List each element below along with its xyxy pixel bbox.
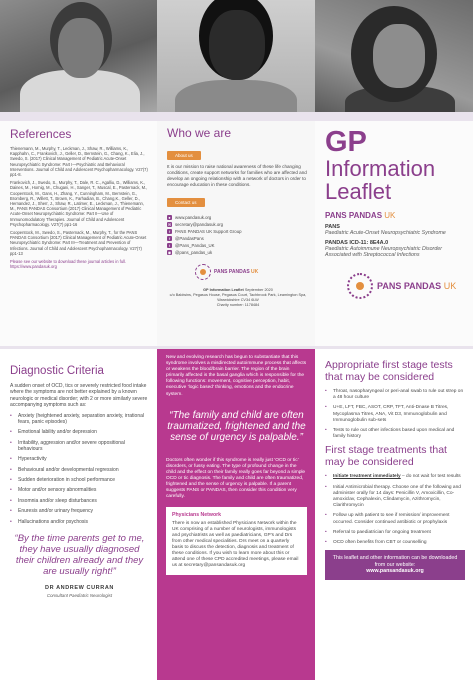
facebook-icon: f xyxy=(168,229,171,234)
criteria-panel xyxy=(0,349,157,680)
list-item: • Motor and/or sensory abnormalities xyxy=(10,487,149,493)
address-title: GP Information Leaflet xyxy=(203,288,244,292)
facebook-icon: f xyxy=(168,236,171,241)
about-text: It is our mission to raise national awareness of these life changing conditions, create support networks for families who are affected and develop an ongoing relationship with a network of doctors in order to encourage education in these conditions. xyxy=(167,164,307,187)
contact-list xyxy=(167,214,309,256)
def-term: PANDAS ICD-11: 8E4A.0 xyxy=(325,239,389,246)
list-item xyxy=(325,474,465,480)
logo-subtext: UK xyxy=(443,280,457,291)
reference-item: Thienemann, M., Murphy, T., Leckman, J., Shaw, R., Williams, K., Kapphahn, C., Frankovich, J., Geller, D., Bernstein, G., Chang, K., Elia, J., Swedo, S. (2017) Clinical Management of Pediatric Acute-Onset Neuropsychiatric Syndrome: Part I—Psychiatric and Behavioral Interventions. Journal of Child and Adolescent Psychopharmacology. V27(7) pp1-8. xyxy=(10,146,148,178)
contact-instagram[interactable] xyxy=(167,249,309,256)
curran-quote: “By the time parents get to me, they have usually diagnosed their children already and they are usually right!” xyxy=(14,532,145,577)
list-item: • U+E, LFT, FBC, ASOT, CRP, TFT, Anti-Dnase B Titres, Mycoplasma Titres, ANA, Vit D3, Immunoglobulin and Immunoglobulin sub-sets xyxy=(325,405,465,424)
contact-text: @PandasPans xyxy=(175,236,204,241)
twitter-icon: t xyxy=(168,243,171,248)
band-divider xyxy=(0,112,473,121)
about-title: Who we are xyxy=(167,126,232,140)
contact-twitter[interactable] xyxy=(167,242,309,249)
contact-text: secretary@pandasuk.org xyxy=(175,222,224,227)
treatments-title: First stage treatments that may be considered xyxy=(325,444,447,469)
website-link[interactable]: www.pansandasuk.org xyxy=(366,568,424,575)
logo-mark-icon xyxy=(347,273,373,299)
research-panel xyxy=(157,349,315,680)
def-text: Paediatric Acute-Onset Neuropsychiatric Syndrome xyxy=(325,230,446,236)
tests-list xyxy=(325,389,465,440)
list-item: • Irritability, aggression and/or severe oppositional behaviours xyxy=(10,440,149,452)
mail-icon: ✉ xyxy=(167,222,172,227)
list-item: • Follow up with patient to see if remission/ improvement occurred. Consider continued antibiotic or prophylaxis xyxy=(325,513,465,525)
photo-girl xyxy=(157,0,315,112)
instagram-icon: ◉ xyxy=(167,250,172,255)
logo-subtext: UK xyxy=(251,269,259,275)
list-item: • Emotional lability and/or depression xyxy=(10,429,149,435)
criteria-list xyxy=(10,413,149,525)
title-gp: GP xyxy=(325,126,367,158)
list-item: • Tests to rule out other infections based upon medical and family history xyxy=(325,428,465,440)
list-item: • Sudden deterioration in school performance xyxy=(10,477,149,483)
urgent-rest: – do not wait for test results xyxy=(400,474,461,480)
address-lines: c/o Baldwins, Pegasus House, Pegasus Court, Tachbrook Park, Leamington Spa, Warwickshire CV34 6LW xyxy=(169,293,307,302)
download-info-box xyxy=(325,550,465,580)
photo-boy xyxy=(0,0,157,112)
references-panel xyxy=(0,121,157,346)
def-text: Paediatric Autoimmune Neuropsychiatric Disorder Associated with Streptococcal Infections xyxy=(325,245,442,259)
list-item: • Initial Antimicrobial therapy. Choose one of the following and administer orally for 14 days: Penicillin V, Amoxicillin, Co-amoxiclav, Cephalexin, Clindamycin, Azithromycin, Clarithromycin xyxy=(325,485,465,510)
tests-title: Appropriate first stage tests that may be considered xyxy=(325,359,453,383)
charity-number: Charity number: 1178484 xyxy=(216,303,260,307)
doctors-paragraph: Doctors often wonder if this syndrome is really just ‘OCD or tic’ disorders, or fussy eating. The type of profound change in the child and the effect on their family really goes far beyond a simple OCD or tic diagnosis. The family and child are often traumatized, frightened and the sense of urgency is palpable. If a parent suggests PANS or PANDAS, then consider this condition very carefully. xyxy=(166,457,306,500)
brand-sub: UK xyxy=(384,211,396,220)
def-term: PANS xyxy=(325,224,340,230)
brand-main: PANS PANDAS xyxy=(325,211,383,220)
research-paragraph: New and evolving research has begun to substantiate that this syndrome involves a misdirected autoimmune process that affects or weakens the blood/brain barrier. The region of the brain primarily affected is the basal ganglia which is responsible for the following functions: movement, cognitive perception, habit, executive ‘logic based’ thinking, emotions and the endocrine system. xyxy=(166,355,307,397)
contact-tag: Contact us xyxy=(167,198,205,207)
quote-role: Consultant Paediatric Neurologist xyxy=(46,592,113,598)
network-title: Physicians Network xyxy=(172,511,222,518)
tests-panel xyxy=(315,349,473,680)
list-item: • Insomnia and/or sleep disturbances xyxy=(10,498,149,504)
logo-small xyxy=(195,264,309,280)
definitions xyxy=(325,224,465,259)
reference-item: Cooperstock, M., Swedo, S., Pasternack, M., Murphy, T., for the PANS PANDAS Consortium (2017) Clinical Management of Pediatric Acute-Onset Neuropsychiatric Syndrome: Part III—Treatment and Prevention of Infections. Journal of Child and Adolescent Psychopharmacology. V27(7) pp1-13 xyxy=(10,230,147,256)
info-text: This leaflet and other information can be downloaded from our website: xyxy=(332,555,458,568)
logo-text: PANS PANDAS xyxy=(214,269,250,275)
urgent-text: Initiate treatment immediately xyxy=(333,474,401,480)
contact-text: @Pans_Pandas_UK xyxy=(175,243,215,248)
leaflet-title xyxy=(325,127,465,203)
list-item: • Hallucinations and/or psychosis xyxy=(10,519,149,525)
photo-teen xyxy=(315,0,473,112)
logo-mark-icon xyxy=(195,264,211,280)
cover-panel xyxy=(315,121,473,346)
list-item: • Referral to paediatrician for ongoing treatment xyxy=(325,530,465,536)
title-line2: Leaflet xyxy=(325,179,392,204)
globe-icon: ● xyxy=(168,215,171,220)
logo-text: PANS PANDAS xyxy=(377,280,442,291)
references-note-link[interactable]: Please see our website to download these journal articles in full. https://www.pandasuk.org xyxy=(10,259,127,270)
contact-facebook[interactable] xyxy=(167,235,309,242)
list-item: • Throat, nasopharyngeal or peri-anal swab to rule out strep on a 48 hour culture xyxy=(325,389,465,401)
contact-email[interactable] xyxy=(167,221,309,228)
brand-name xyxy=(325,211,465,220)
contact-text: www.pandasuk.org xyxy=(175,215,212,220)
about-panel xyxy=(157,121,315,346)
address-block xyxy=(167,288,309,308)
contact-facebook-group[interactable] xyxy=(167,228,309,235)
treatments-list xyxy=(325,474,465,546)
criteria-title: Diagnostic Criteria xyxy=(10,365,104,377)
title-line1: Information xyxy=(325,156,436,181)
list-item: • Hyperactivity xyxy=(10,456,149,462)
reference-item: Frankovich, J., Swedo, S., Murphy, T., Dale, R. C., Agalliu, D., Williams, K., Daines, M., Hornig, M., Chugani, H., Sanger, T., Muscal, E., Pasternack, M., Cooperstock, M., Gans, H., Zhang, Y., Cunningham, M., Bernstein, G., Bromberg, R., Willett, T., Brown, K., Farhadian, B., Chang,K., Geller, D., Hernandez, J., Sherr, J., Shaw, R., Latimer, E., Leckman, J., Thienemann, M., PANS PANDAS Consortium (2017) Clinical Management of Pediatric Acute-Onset Neuropsychiatric Syndrome: Part II—Use of Immunomodulatory Therapies. Journal of Child and Adolescent Psychopharmacology. V27(7) pp1-16 xyxy=(10,180,148,227)
contact-text: @pans_pandas_uk xyxy=(175,250,213,255)
list-item: • Behavioural and/or developmental regression xyxy=(10,467,149,473)
about-tag: About us xyxy=(167,151,201,160)
criteria-intro: A sudden onset of OCD, tics or severely restricted food intake where the symptoms are not better explained by a known neurologic or medical disorder; with 2 or more similarly severe accompanying symptoms such as: xyxy=(10,383,148,409)
references-title: References xyxy=(10,127,72,141)
network-text: There is now an established Physicians Network within the UK comprising of a number of neurologists, immunologists and psychiatrists as well as paediatricians, GP’s and Drs from other medical specialities. Drs meet on a quarterly basis to discuss the detection, diagnosis and treatment of these conditions. If you wish to learn more about this or attend one of these CPD accredited meetings, please email us at secretary@pansandasuk.org xyxy=(172,520,299,568)
list-item: • Anxiety (heightened anxiety, separation anxiety, irrational fears, panic episodes) xyxy=(10,413,149,425)
physicians-network-box xyxy=(166,507,307,575)
list-item: • OCD often benefits from CBT or counselling xyxy=(325,540,465,546)
address-date: September 2020 xyxy=(244,288,273,292)
quote-author: DR ANDREW CURRAN xyxy=(45,584,114,591)
logo-large xyxy=(347,273,465,299)
list-item: • Enuresis and/or urinary frequency xyxy=(10,508,149,514)
contact-website[interactable] xyxy=(167,214,309,221)
family-quote: “The family and child are often traumatized, frightened and the sense of urgency is palpable.” xyxy=(167,409,306,444)
contact-text: PANS PANDAS UK Support Group xyxy=(175,229,242,234)
